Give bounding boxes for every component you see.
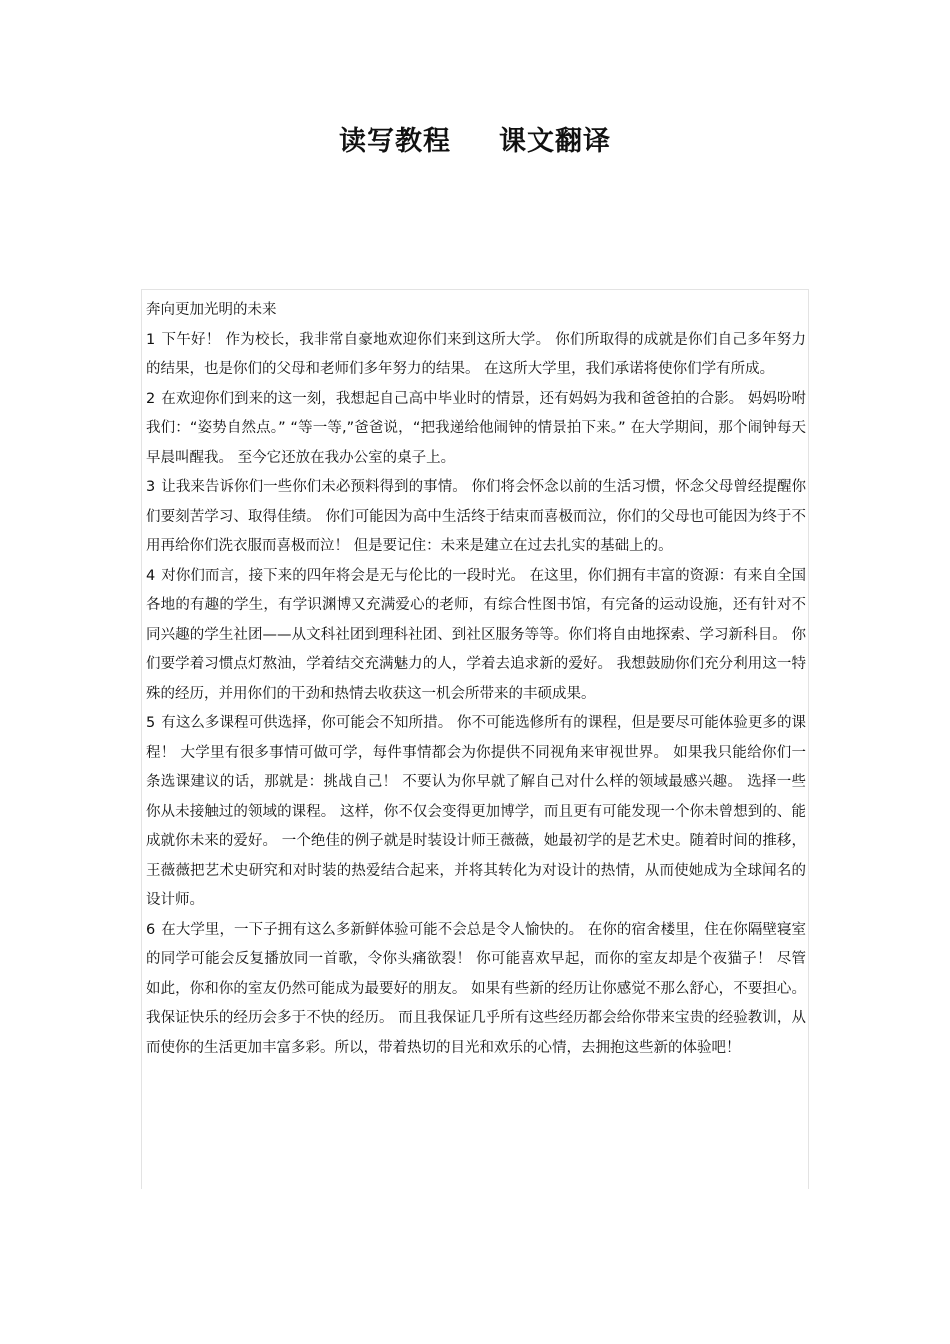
paragraph-number: 5 (146, 715, 156, 731)
paragraph (146, 326, 806, 385)
paragraph-text: 下午好！ 作为校长，我非常自豪地欢迎你们来到这所大学。 你们所取得的成就是你们自己多年努力的结果，也是你们的父母和老师们多年努力的结果。 在这所大学里，我们承诺将使你们学有所成。 (146, 331, 806, 377)
paragraph (146, 916, 806, 1064)
page-title-left: 读写教程 (339, 126, 451, 157)
article-box (141, 289, 809, 1189)
paragraph-number: 1 (146, 331, 156, 348)
paragraph-text: 在欢迎你们到来的这一刻，我想起自己高中毕业时的情景，还有妈妈为我和爸爸拍的合影。 妈妈吩咐我们：“姿势自然点。” “等一等,”爸爸说，“把我递给他闹钟的情景拍下来。” 在大学期间，那个闹钟每天早晨叫醒我。 至今它还放在我办公室的桌子上。 (146, 390, 806, 466)
article-title: 奔向更加光明的未来 (146, 302, 277, 318)
paragraph-text: 在大学里，一下子拥有这么多新鲜体验可能不会总是令人愉快的。 在你的宿舍楼里，住在你隔壁寝室的同学可能会反复播放同一首歌，令你头痛欲裂！ 你可能喜欢早起，而你的室友却是个夜猫子！ 尽管如此，你和你的室友仍然可能成为最要好的朋友。 如果有些新的经历让你感觉不那么舒心，不要担心。 我保证快乐的经历会多于不快的经历。 而且我保证几乎所有这些经历都会给你带来宝贵的经验教训，从而使你的生活更加丰富多彩。所以，带着热切的目光和欢乐的心情，去拥抱这些新的体验吧！ (146, 921, 806, 1056)
paragraph-number: 3 (146, 479, 156, 495)
paragraph (146, 473, 806, 562)
page-title (0, 122, 950, 162)
paragraph-number: 4 (146, 567, 156, 584)
paragraph-number: 2 (146, 390, 156, 407)
paragraph-number: 6 (146, 921, 156, 938)
paragraph (146, 709, 806, 916)
paragraph-text: 有这么多课程可供选择，你可能会不知所措。 你不可能选修所有的课程，但是要尽可能体验更多的课程！ 大学里有很多事情可做可学，每件事情都会为你提供不同视角来审视世界。 如果我只能给你们一条选课建议的话，那就是：挑战自己！ 不要认为你早就了解自己对什么样的领域最感兴趣。 选择一些你从未接触过的领域的课程。 这样，你不仅会变得更加博学，而且更有可能发现一个你未曾想到的、能成就你未来的爱好。 一个绝佳的例子就是时装设计师王薇薇，她最初学的是艺术史。随着时间的推移，王薇薇把艺术史研究和对时装的热爱结合起来，并将其转化为对设计的热情，从而使她成为全球闻名的设计师。 (146, 715, 806, 908)
paragraph (146, 562, 806, 710)
page-title-right: 课文翻译 (499, 126, 611, 157)
paragraph (146, 385, 806, 474)
paragraph-text: 对你们而言，接下来的四年将会是无与伦比的一段时光。 在这里，你们拥有丰富的资源：有来自全国各地的有趣的学生，有学识渊博又充满爱心的老师，有综合性图书馆，有完备的运动设施，还有针对不同兴趣的学生社团——从文科社团到理科社团、到社区服务等等。你们将自由地探索、学习新科目。 你们要学着习惯点灯熬油，学着结交充满魅力的人，学着去追求新的爱好。 我想鼓励你们充分利用这一特殊的经历，并用你们的干劲和热情去收获这一机会所带来的丰硕成果。 (146, 567, 806, 702)
paragraph-text: 让我来告诉你们一些你们未必预料得到的事情。 你们将会怀念以前的生活习惯，怀念父母曾经提醒你们要刻苦学习、取得佳绩。 你们可能因为高中生活终于结束而喜极而泣，你们的父母也可能因为终于不用再给你们洗衣服而喜极而泣！ 但是要记住：未来是建立在过去扎实的基础上的。 (146, 479, 806, 554)
